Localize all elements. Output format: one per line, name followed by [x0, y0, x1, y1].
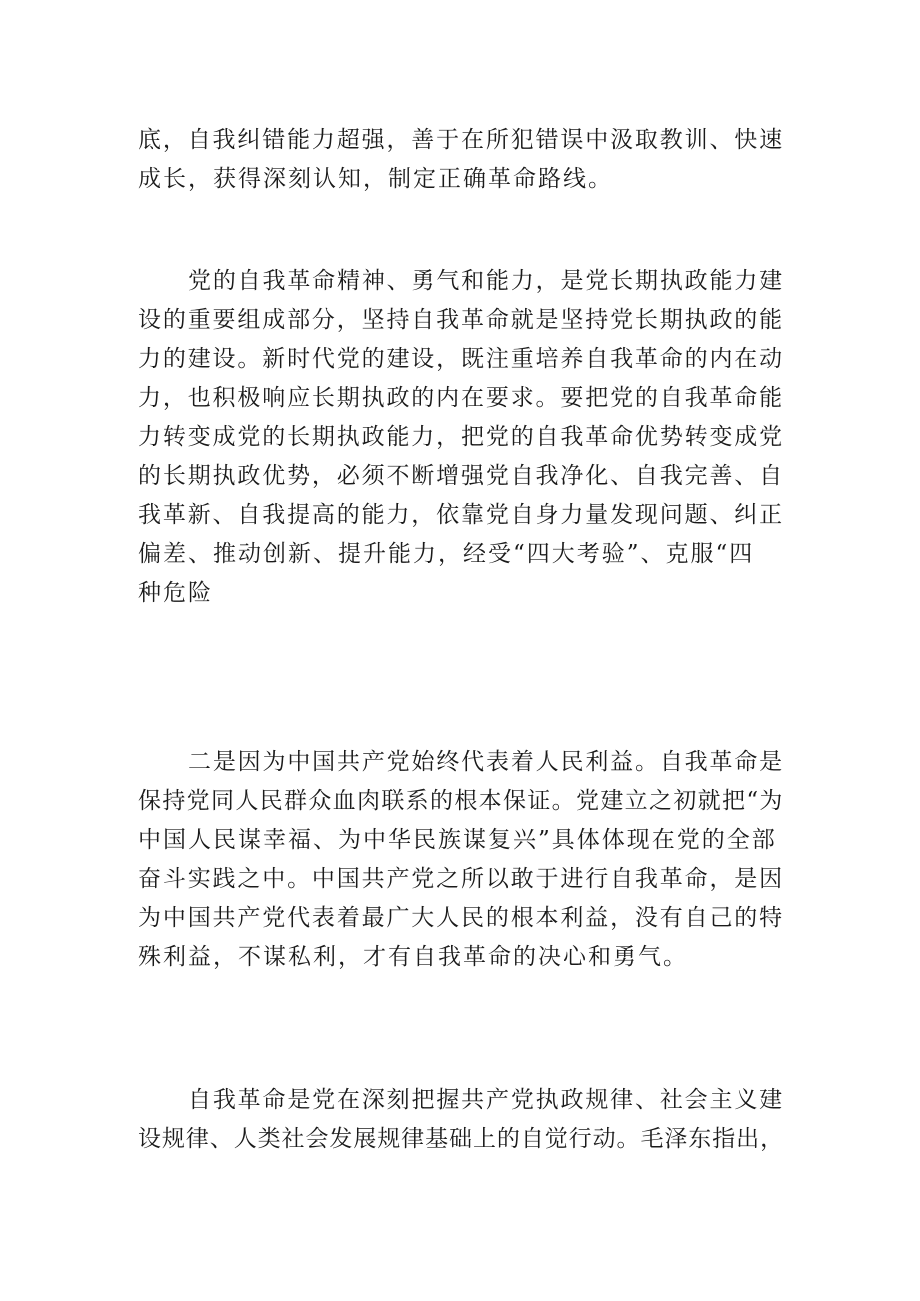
- paragraph-line: 殊利益，不谋私利，才有自我革命的决心和勇气。: [138, 944, 688, 970]
- paragraph-2: [138, 262, 784, 613]
- paragraph-line: 设的重要组成部分，坚持自我革命就是坚持党长期执政的能: [138, 307, 784, 333]
- paragraph-line: 力，也积极响应长期执政的内在要求。要把党的自我革命能: [138, 385, 784, 411]
- paragraph-line: 偏差、推动创新、提升能力，经受“四大考验”、克服“四: [138, 541, 755, 567]
- paragraph-line: 力转变成党的长期执政能力，把党的自我革命优势转变成党: [138, 424, 784, 450]
- paragraph-line: 我革新、自我提高的能力，依靠党自身力量发现问题、纠正: [138, 502, 784, 528]
- paragraph-1: [138, 121, 784, 199]
- paragraph-line: 种危险: [138, 580, 213, 606]
- paragraph-line: 中国人民谋幸福、为中华民族谋复兴”具体体现在党的全部: [138, 827, 777, 853]
- paragraph-line: 保持党同人民群众血肉联系的根本保证。党建立之初就把“为: [138, 788, 784, 814]
- paragraph-line: 设规律、人类社会发展规律基础上的自觉行动。毛泽东指出，: [138, 1126, 784, 1152]
- paragraph-line: 党的自我革命精神、勇气和能力，是党长期执政能力建: [188, 268, 784, 294]
- paragraph-line: 自我革命是党在深刻把握共产党执政规律、社会主义建: [188, 1087, 784, 1113]
- paragraph-3: [138, 743, 784, 977]
- paragraph-4: [138, 1081, 784, 1159]
- paragraph-line: 力的建设。新时代党的建设，既注重培养自我革命的内在动: [138, 346, 784, 372]
- paragraph-line: 底，自我纠错能力超强，善于在所犯错误中汲取教训、快速: [138, 127, 784, 153]
- paragraph-line: 成长，获得深刻认知，制定正确革命路线。: [138, 166, 613, 192]
- paragraph-line: 的长期执政优势，必须不断增强党自我净化、自我完善、自: [138, 463, 784, 489]
- paragraph-line: 二是因为中国共产党始终代表着人民利益。自我革命是: [188, 749, 784, 775]
- paragraph-line: 奋斗实践之中。中国共产党之所以敢于进行自我革命，是因: [138, 866, 784, 892]
- paragraph-line: 为中国共产党代表着最广大人民的根本利益，没有自己的特: [138, 905, 784, 931]
